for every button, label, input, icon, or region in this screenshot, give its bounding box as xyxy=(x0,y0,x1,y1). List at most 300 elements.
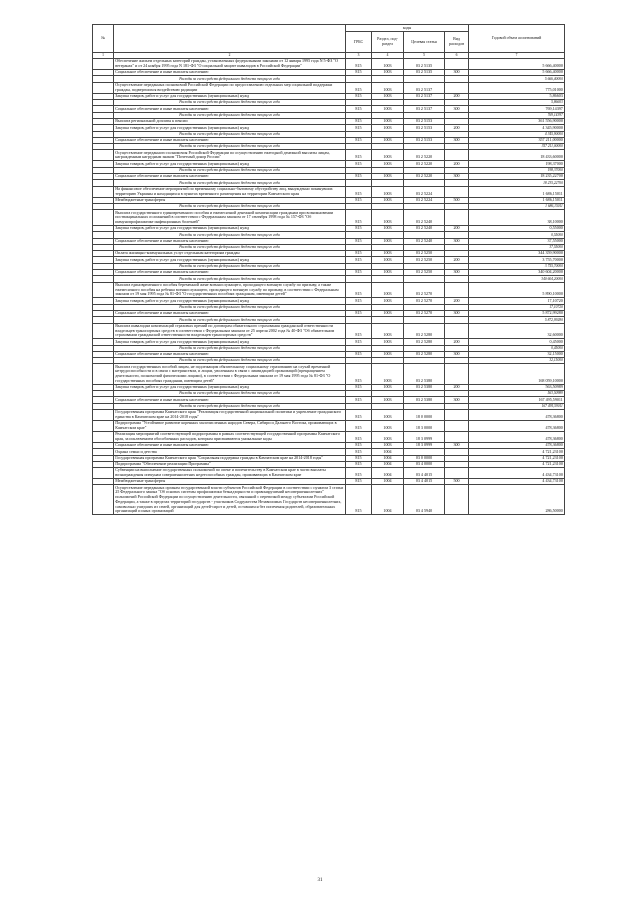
table-row xyxy=(93,485,565,515)
expense-type-code: 300 xyxy=(445,106,469,112)
amount-value: 37,55000 xyxy=(469,244,565,250)
amount-value: 563,50989 xyxy=(469,391,565,397)
row-name: Социальное обеспечение и иные выплаты населению xyxy=(114,70,346,76)
table-row xyxy=(93,186,565,197)
grbs-code: 815 xyxy=(346,251,372,257)
section-code: 1003 xyxy=(372,225,404,231)
num-cell xyxy=(93,150,114,161)
amount-value: 17,10720 xyxy=(469,304,565,310)
grbs-code: 815 xyxy=(346,351,372,357)
expense-type-code xyxy=(445,210,469,226)
row-name: Расходы за счет средств федерального бюджета текущего года xyxy=(114,203,346,209)
grbs-code: 815 xyxy=(346,257,372,263)
section-code: 1003 xyxy=(372,125,404,131)
amount-value: 5,86603 xyxy=(469,100,565,106)
target-code: 03 2 5220 xyxy=(404,174,445,180)
amount-value: 1 686,15011 xyxy=(469,197,565,203)
row-name: Государственная программа Камчатского края "Социальная поддержка граждан в Камчатском крае на 2014-2018 годы" xyxy=(114,455,346,461)
amount-value: 286,50000 xyxy=(469,485,565,515)
section-code: 1003 xyxy=(372,93,404,99)
row-name: Расходы за счет средств федерального бюджета текущего года xyxy=(114,391,346,397)
grbs-code: 815 xyxy=(346,238,372,244)
target-code: 03 2 5250 xyxy=(404,270,445,276)
target-code: 03 2 5153 xyxy=(404,137,445,143)
grbs-code: 815 xyxy=(346,70,372,76)
target-code: 18 3 0999 xyxy=(404,431,445,442)
amount-value: 0,55000 xyxy=(469,225,565,231)
row-name: Расходы за счет средств федерального бюджета текущего года xyxy=(114,100,346,106)
expense-type-code xyxy=(445,150,469,161)
amount-value: 357 211,00000 xyxy=(469,137,565,143)
target-code: 03 2 5153 xyxy=(404,125,445,131)
header-codes: коды xyxy=(346,25,469,32)
target-code: 03 2 5137 xyxy=(404,82,445,93)
grbs-code: 815 xyxy=(346,174,372,180)
num-cell xyxy=(93,468,114,479)
column-number: 5 xyxy=(404,52,445,59)
expense-type-code: 200 xyxy=(445,384,469,390)
grbs-code: 815 xyxy=(346,384,372,390)
target-code: 03 2 5250 xyxy=(404,257,445,263)
num-cell xyxy=(93,186,114,197)
amount-value: 4 345,90000 xyxy=(469,125,565,131)
num-cell xyxy=(93,364,114,384)
row-name: Осуществление переданного полномочия Российской Федерации по осуществлению ежегодной денежной выплаты лицам, награжденным нагрудным знаком "Почетный донор России" xyxy=(114,150,346,161)
section-code: 1003 xyxy=(372,339,404,345)
grbs-code: 815 xyxy=(346,93,372,99)
amount-value: 4 434,73100 xyxy=(469,468,565,479)
amount-value: 167 495,59011 xyxy=(469,403,565,409)
target-code: 03 4 4015 xyxy=(404,479,445,485)
amount-value: 198,37000 xyxy=(469,167,565,173)
target-code: 03 2 5240 xyxy=(404,225,445,231)
header-name xyxy=(114,25,346,53)
amount-value: 5 872,99280 xyxy=(469,310,565,316)
header-target: Целевая статья xyxy=(404,32,445,53)
row-name: Расходы за счет средств федерального бюджета текущего года xyxy=(114,180,346,186)
target-code: 03 4 5940 xyxy=(404,485,445,515)
amount-value: 5 872,99280 xyxy=(469,317,565,323)
row-name: Подпрограмма "Устойчивое развитие коренных малочисленных народов Севера, Сибири и Дальнего Востока, проживающих в Камчатском крае" xyxy=(114,420,346,431)
amount-value: 32,15000 xyxy=(469,351,565,357)
grbs-code: 815 xyxy=(346,298,372,304)
table-row xyxy=(93,431,565,442)
amount-value: 3 755,70000 xyxy=(469,263,565,269)
amount-value: 340 604,20000 xyxy=(469,270,565,276)
row-name: Оплата жилищно-коммунальных услуг отдельным категориям граждан xyxy=(114,251,346,257)
column-number: 2 xyxy=(114,52,346,59)
row-name: Расходы за счет средств федерального бюджета текущего года xyxy=(114,276,346,282)
row-name: Расходы за счет средств федерального бюджета текущего года xyxy=(114,232,346,238)
amount-value: 168 059,10000 xyxy=(469,364,565,384)
expense-type-code: 300 xyxy=(445,442,469,448)
expense-type-code: 200 xyxy=(445,339,469,345)
grbs-code: 815 xyxy=(346,137,372,143)
row-name: Закупка товаров, работ и услуг для государственных (муниципальных) нужд xyxy=(114,257,346,263)
row-name: Расходы за счет средств федерального бюджета текущего года xyxy=(114,345,346,351)
expense-type-code xyxy=(445,485,469,515)
section-code: 1003 xyxy=(372,106,404,112)
row-name: Расходы за счет средств федерального бюджета текущего года xyxy=(114,76,346,82)
grbs-code: 815 xyxy=(346,479,372,485)
table-row xyxy=(93,150,565,161)
amount-value: 357 211,00000 xyxy=(469,144,565,150)
amount-value: 769,14397 xyxy=(469,112,565,118)
amount-value: 17,10720 xyxy=(469,298,565,304)
grbs-code: 815 xyxy=(346,409,372,420)
grbs-code: 815 xyxy=(346,442,372,448)
num-cell xyxy=(93,409,114,420)
row-name: Расходы за счет средств федерального бюджета текущего года xyxy=(114,304,346,310)
section-code: 1004 xyxy=(372,485,404,515)
row-name: Закупка товаров, работ и услуг для государственных (муниципальных) нужд xyxy=(114,93,346,99)
section-code: 1003 xyxy=(372,351,404,357)
row-name: Расходы за счет средств федерального бюджета текущего года xyxy=(114,112,346,118)
expense-type-code: 200 xyxy=(445,225,469,231)
amount-value: 5 666,40000 xyxy=(469,76,565,82)
table-row xyxy=(93,282,565,298)
row-name: Закупка товаров, работ и услуг для государственных (муниципальных) нужд xyxy=(114,298,346,304)
column-number: 7 xyxy=(469,52,565,59)
grbs-code: 815 xyxy=(346,485,372,515)
amount-value: 198,37000 xyxy=(469,161,565,167)
section-code: 1003 xyxy=(372,310,404,316)
grbs-code: 815 xyxy=(346,339,372,345)
amount-value: 5,86603 xyxy=(469,93,565,99)
row-name: На финансовое обеспечение мероприятий по временному социально-бытовому обустройству лиц, вынужденно покинувших территорию Украины и находящихся в пунктах временного размещения на территории Камчатского края xyxy=(114,186,346,197)
expense-type-code: 200 xyxy=(445,125,469,131)
amount-value: 32,60000 xyxy=(469,323,565,339)
section-code: 1003 xyxy=(372,238,404,244)
section-code: 1003 xyxy=(372,397,404,403)
grbs-code: 815 xyxy=(346,455,372,461)
amount-value: 0,55000 xyxy=(469,232,565,238)
grbs-code: 815 xyxy=(346,150,372,161)
section-code: 1003 xyxy=(372,420,404,431)
grbs-code: 815 xyxy=(346,364,372,384)
amount-value: 340 604,20000 xyxy=(469,276,565,282)
table-row xyxy=(93,420,565,431)
section-code: 1004 xyxy=(372,455,404,461)
amount-value: 1 686,15011 xyxy=(469,186,565,197)
row-name: Расходы за счет средств федерального бюджета текущего года xyxy=(114,317,346,323)
expense-type-code: 300 xyxy=(445,174,469,180)
budget-table xyxy=(92,24,565,515)
table-body xyxy=(93,59,565,515)
expense-type-code xyxy=(445,82,469,93)
section-code: 1003 xyxy=(372,137,404,143)
column-number: 1 xyxy=(93,52,114,59)
row-name: Расходы за счет средств федерального бюджета текущего года xyxy=(114,244,346,250)
table-row xyxy=(93,468,565,479)
amount-value: 5 666,40000 xyxy=(469,70,565,76)
grbs-code: 815 xyxy=(346,461,372,467)
expense-type-code xyxy=(445,468,469,479)
amount-value: 18 433,60000 xyxy=(469,150,565,161)
table-row xyxy=(93,409,565,420)
table-row xyxy=(93,82,565,93)
target-code: 03 0 0000 xyxy=(404,455,445,461)
table-row xyxy=(93,323,565,339)
amount-value: 4 721,23100 xyxy=(469,449,565,455)
header-num: № xyxy=(93,25,114,53)
expense-type-code xyxy=(445,409,469,420)
row-name: Реализация мероприятий соответствующей подпрограммы в рамках соответствующей государственной программы Камчатского края, за исключением обособленных расходов, которым присваиваются уникальные коды xyxy=(114,431,346,442)
target-code: 03 2 5240 xyxy=(404,238,445,244)
section-code: 1003 xyxy=(372,431,404,442)
grbs-code: 815 xyxy=(346,323,372,339)
grbs-code: 815 xyxy=(346,225,372,231)
target-code: 03 2 5137 xyxy=(404,93,445,99)
row-name: Социальное обеспечение и иные выплаты населению xyxy=(114,442,346,448)
amount-value: 32,15000 xyxy=(469,358,565,364)
row-name: Расходы за счет средств федерального бюджета текущего года xyxy=(114,144,346,150)
row-name: Выплата региональной доплаты к пенсии xyxy=(114,118,346,124)
header-annual: Годовой объем ассигнований xyxy=(469,25,565,53)
row-name: Межбюджетные трансферты xyxy=(114,479,346,485)
amount-value: 478,36800 xyxy=(469,420,565,431)
amount-value: 1 686,15011 xyxy=(469,203,565,209)
row-name: Социальное обеспечение и иные выплаты населению xyxy=(114,238,346,244)
amount-value: 0,45000 xyxy=(469,345,565,351)
section-code: 1004 xyxy=(372,479,404,485)
target-code: 03 2 5135 xyxy=(404,59,445,70)
row-name: Расходы за счет средств федерального бюджета текущего года xyxy=(114,358,346,364)
section-code: 1003 xyxy=(372,364,404,384)
row-name: Расходы за счет средств федерального бюджета текущего года xyxy=(114,167,346,173)
amount-value: 0,45000 xyxy=(469,339,565,345)
target-code: 03 2 5280 xyxy=(404,339,445,345)
expense-type-code xyxy=(445,282,469,298)
row-name: Закупка товаров, работ и услуг для государственных (муниципальных) нужд xyxy=(114,339,346,345)
expense-type-code: 200 xyxy=(445,298,469,304)
section-code: 1003 xyxy=(372,197,404,203)
amount-value: 478,36800 xyxy=(469,409,565,420)
target-code: 03 2 5250 xyxy=(404,251,445,257)
grbs-code: 815 xyxy=(346,282,372,298)
row-name: Обеспечение жильем отдельных категорий граждан, установленных федеральными законами от 12 января 1995 года N 5-ФЗ "О ветеранах" и от 24 ноября 1995 года N 181-ФЗ "О социальной защите инвалидов в Российской Федерации" xyxy=(114,59,346,70)
expense-type-code xyxy=(445,420,469,431)
grbs-code: 815 xyxy=(346,161,372,167)
row-name: Расходы за счет средств федерального бюджета текущего года xyxy=(114,403,346,409)
row-name: Социальное обеспечение и иные выплаты населению xyxy=(114,270,346,276)
section-code: 1003 xyxy=(372,186,404,197)
amount-value: 4 721,23100 xyxy=(469,461,565,467)
num-cell xyxy=(93,420,114,431)
expense-type-code: 300 xyxy=(445,351,469,357)
target-code: 18 3 0000 xyxy=(404,420,445,431)
section-code: 1003 xyxy=(372,384,404,390)
expense-type-code: 300 xyxy=(445,397,469,403)
num-cell xyxy=(93,485,114,515)
target-code: 03 2 5280 xyxy=(404,323,445,339)
amount-value: 37,55000 xyxy=(469,238,565,244)
row-name: Подпрограмма "Обеспечение реализации Программы" xyxy=(114,461,346,467)
target-code: 03 4 4015 xyxy=(404,468,445,479)
target-code: 03 2 5240 xyxy=(404,210,445,226)
grbs-code: 815 xyxy=(346,106,372,112)
column-number: 3 xyxy=(346,52,372,59)
expense-type-code: 300 xyxy=(445,270,469,276)
row-name: Социальное обеспечение и иные выплаты населению xyxy=(114,397,346,403)
row-name: Охрана семьи и детства xyxy=(114,449,346,455)
target-code: 03 2 5137 xyxy=(404,106,445,112)
amount-value: 775,01000 xyxy=(469,82,565,93)
row-name: Субвенции на выполнение государственных полномочий по опеке и попечительству в Камчатском крае в части выплаты вознаграждения опекунам совершеннолетних недееспособных граждан, проживающих в Камчатском крае xyxy=(114,468,346,479)
row-name: Социальное обеспечение и иные выплаты населению xyxy=(114,310,346,316)
expense-type-code xyxy=(445,323,469,339)
num-cell xyxy=(93,431,114,442)
grbs-code: 815 xyxy=(346,210,372,226)
header-exp-type: Вид расходов xyxy=(445,32,469,53)
table-row xyxy=(93,210,565,226)
amount-value: 18 235,22700 xyxy=(469,174,565,180)
row-name: Социальное обеспечение и иные выплаты населению xyxy=(114,351,346,357)
section-code: 1003 xyxy=(372,257,404,263)
expense-type-code xyxy=(445,431,469,442)
grbs-code: 815 xyxy=(346,431,372,442)
amount-value: 478,36800 xyxy=(469,431,565,442)
grbs-code: 815 xyxy=(346,82,372,93)
target-code: 03 2 5220 xyxy=(404,150,445,161)
row-name: Закупка товаров, работ и услуг для государственных (муниципальных) нужд xyxy=(114,384,346,390)
num-cell xyxy=(93,323,114,339)
row-name: Закупка товаров, работ и услуг для государственных (муниципальных) нужд xyxy=(114,125,346,131)
num-cell xyxy=(93,59,114,70)
expense-type-code xyxy=(445,186,469,197)
section-code: 1003 xyxy=(372,174,404,180)
section-code: 1003 xyxy=(372,409,404,420)
grbs-code: 815 xyxy=(346,186,372,197)
expense-type-code: 200 xyxy=(445,161,469,167)
expense-type-code: 500 xyxy=(445,479,469,485)
section-code: 1003 xyxy=(372,59,404,70)
row-name: Закупка товаров, работ и услуг для государственных (муниципальных) нужд xyxy=(114,225,346,231)
target-code: 18 3 0999 xyxy=(404,442,445,448)
row-name: Выплата государственных пособий лицам, не подлежащим обязательному социальному страхованию на случай временной нетрудоспособности и в связи с материнством, и лицам, уволенным в связи с ликвидацией организаций (прекращением деятельности, полномочий физическими лицами), в соответствии с Федеральным законом от 19 мая 1995 года № 81-ФЗ "О государственных пособиях гражданам, имеющим детей" xyxy=(114,364,346,384)
row-name: Выплата инвалидам компенсаций страховых премий по договорам обязательного страхования гражданской ответственности владельцев транспортных средств в соответствии с Федеральным законом от 25 апреля 2002 года № 40-ФЗ "Об обязательном страховании гражданской ответственности владельцев транспортных средств" xyxy=(114,323,346,339)
amount-value: 361 556,90000 xyxy=(469,118,565,124)
amount-value: 344 359,90000 xyxy=(469,251,565,257)
column-number: 6 xyxy=(445,52,469,59)
expense-type-code: 300 xyxy=(445,70,469,76)
row-name: Расходы за счет средств федерального бюджета текущего года xyxy=(114,263,346,269)
amount-value: 5 890,10000 xyxy=(469,282,565,298)
section-code: 1003 xyxy=(372,118,404,124)
grbs-code: 815 xyxy=(346,468,372,479)
amount-value: 478,36800 xyxy=(469,442,565,448)
grbs-code: 815 xyxy=(346,310,372,316)
section-code: 1003 xyxy=(372,82,404,93)
row-name: Социальное обеспечение и иные выплаты населению xyxy=(114,174,346,180)
amount-value: 4 721,23100 xyxy=(469,455,565,461)
table-header xyxy=(93,25,565,59)
section-code: 1003 xyxy=(372,442,404,448)
target-code: 18 0 0000 xyxy=(404,409,445,420)
amount-value: 167 495,59011 xyxy=(469,397,565,403)
section-code: 1004 xyxy=(372,461,404,467)
row-name: Межбюджетные трансферты xyxy=(114,197,346,203)
amount-value: 5 666,40000 xyxy=(469,59,565,70)
section-code: 1003 xyxy=(372,210,404,226)
num-cell xyxy=(93,210,114,226)
target-code: 03 4 0000 xyxy=(404,461,445,467)
row-name: Осуществление переданных органам государственной власти субъектов Российской Федерации в соответствии с пунктом 3 статьи 25 Федерального закона "Об основах системы профилактики безнадзорности и правонарушений несовершеннолетних" полномочий Российской Федерации по осуществлению деятельности, связанной с перевозкой между субъектами Российской Федерации, а также в пределах территорий государств - участников Содружества Независимых Государств несовершеннолетних, самовольно ушедших из семей, организаций для детей-сирот и детей, оставшихся без попечения родителей, образовательных организаций и иных организаций xyxy=(114,485,346,515)
section-code: 1003 xyxy=(372,251,404,257)
expense-type-code: 300 xyxy=(445,238,469,244)
row-name: Выплата государственного единовременного пособия и ежемесячной денежной компенсации гражданам при возникновении поствакцинальных осложнений в соответствии с Федеральным законом от 17 сентября 1998 года № 157-ФЗ "Об иммунопрофилактике инфекционных болезней" xyxy=(114,210,346,226)
section-code: 1003 xyxy=(372,270,404,276)
num-cell xyxy=(93,82,114,93)
grbs-code: 815 xyxy=(346,270,372,276)
expense-type-code: 200 xyxy=(445,93,469,99)
amount-value: 4 345,90000 xyxy=(469,131,565,137)
row-name: Выплата единовременного пособия беременной жене военнослужащего, проходящего военную службу по призыву, а также ежемесячного пособия на ребенка военнослужащего, проходящего военную службу по призыву, в соответствии с Федеральным законом от 19 мая 1995 года № 81-ФЗ "О государственных пособиях гражданам, имеющим детей" xyxy=(114,282,346,298)
amount-value: 4 434,73100 xyxy=(469,479,565,485)
expense-type-code xyxy=(445,59,469,70)
row-name: Осуществление переданных полномочий Российской Федерации по предоставлению отдельных мер социальной поддержки граждан, подвергшихся воздействию радиации xyxy=(114,82,346,93)
target-code: 03 2 5380 xyxy=(404,384,445,390)
grbs-code: 815 xyxy=(346,125,372,131)
section-code: 1003 xyxy=(372,282,404,298)
expense-type-code: 500 xyxy=(445,197,469,203)
amount-value: 3 755,70000 xyxy=(469,257,565,263)
target-code: 03 2 5270 xyxy=(404,310,445,316)
grbs-code: 815 xyxy=(346,397,372,403)
column-number: 4 xyxy=(372,52,404,59)
grbs-code: 815 xyxy=(346,59,372,70)
table-row xyxy=(93,364,565,384)
header-grbs: ГРБС xyxy=(346,32,372,53)
target-code: 03 2 5220 xyxy=(404,161,445,167)
grbs-code: 815 xyxy=(346,420,372,431)
page-number: 31 xyxy=(317,878,323,883)
num-cell xyxy=(93,282,114,298)
row-name: Закупка товаров, работ и услуг для государственных (муниципальных) нужд xyxy=(114,161,346,167)
amount-value: 769,14397 xyxy=(469,106,565,112)
section-code: 1004 xyxy=(372,468,404,479)
amount-value: 563,50989 xyxy=(469,384,565,390)
section-code: 1003 xyxy=(372,298,404,304)
header-section: Раздел, под-раздел xyxy=(372,32,404,53)
grbs-code: 815 xyxy=(346,118,372,124)
target-code: 03 2 5224 xyxy=(404,186,445,197)
target-code: 03 2 5270 xyxy=(404,298,445,304)
section-code: 1003 xyxy=(372,70,404,76)
section-code: 1003 xyxy=(372,323,404,339)
section-code: 1003 xyxy=(372,161,404,167)
target-code: 03 2 5380 xyxy=(404,397,445,403)
row-name: Социальное обеспечение и иные выплаты населению xyxy=(114,106,346,112)
amount-value: 38,10000 xyxy=(469,210,565,226)
section-code: 1004 xyxy=(372,449,404,455)
target-code: 03 2 5380 xyxy=(404,364,445,384)
grbs-code: 815 xyxy=(346,197,372,203)
target-code: 03 2 5280 xyxy=(404,351,445,357)
amount-value: 18 235,22700 xyxy=(469,180,565,186)
grbs-code: 815 xyxy=(346,449,372,455)
expense-type-code xyxy=(445,364,469,384)
row-name: Расходы за счет средств федерального бюджета текущего года xyxy=(114,131,346,137)
expense-type-code: 300 xyxy=(445,310,469,316)
target-code: 03 2 5270 xyxy=(404,282,445,298)
table-row xyxy=(93,59,565,70)
row-name: Социальное обеспечение и иные выплаты населению xyxy=(114,137,346,143)
target-code: 03 2 5135 xyxy=(404,70,445,76)
column-number-row xyxy=(93,52,565,59)
expense-type-code: 300 xyxy=(445,137,469,143)
section-code: 1003 xyxy=(372,150,404,161)
